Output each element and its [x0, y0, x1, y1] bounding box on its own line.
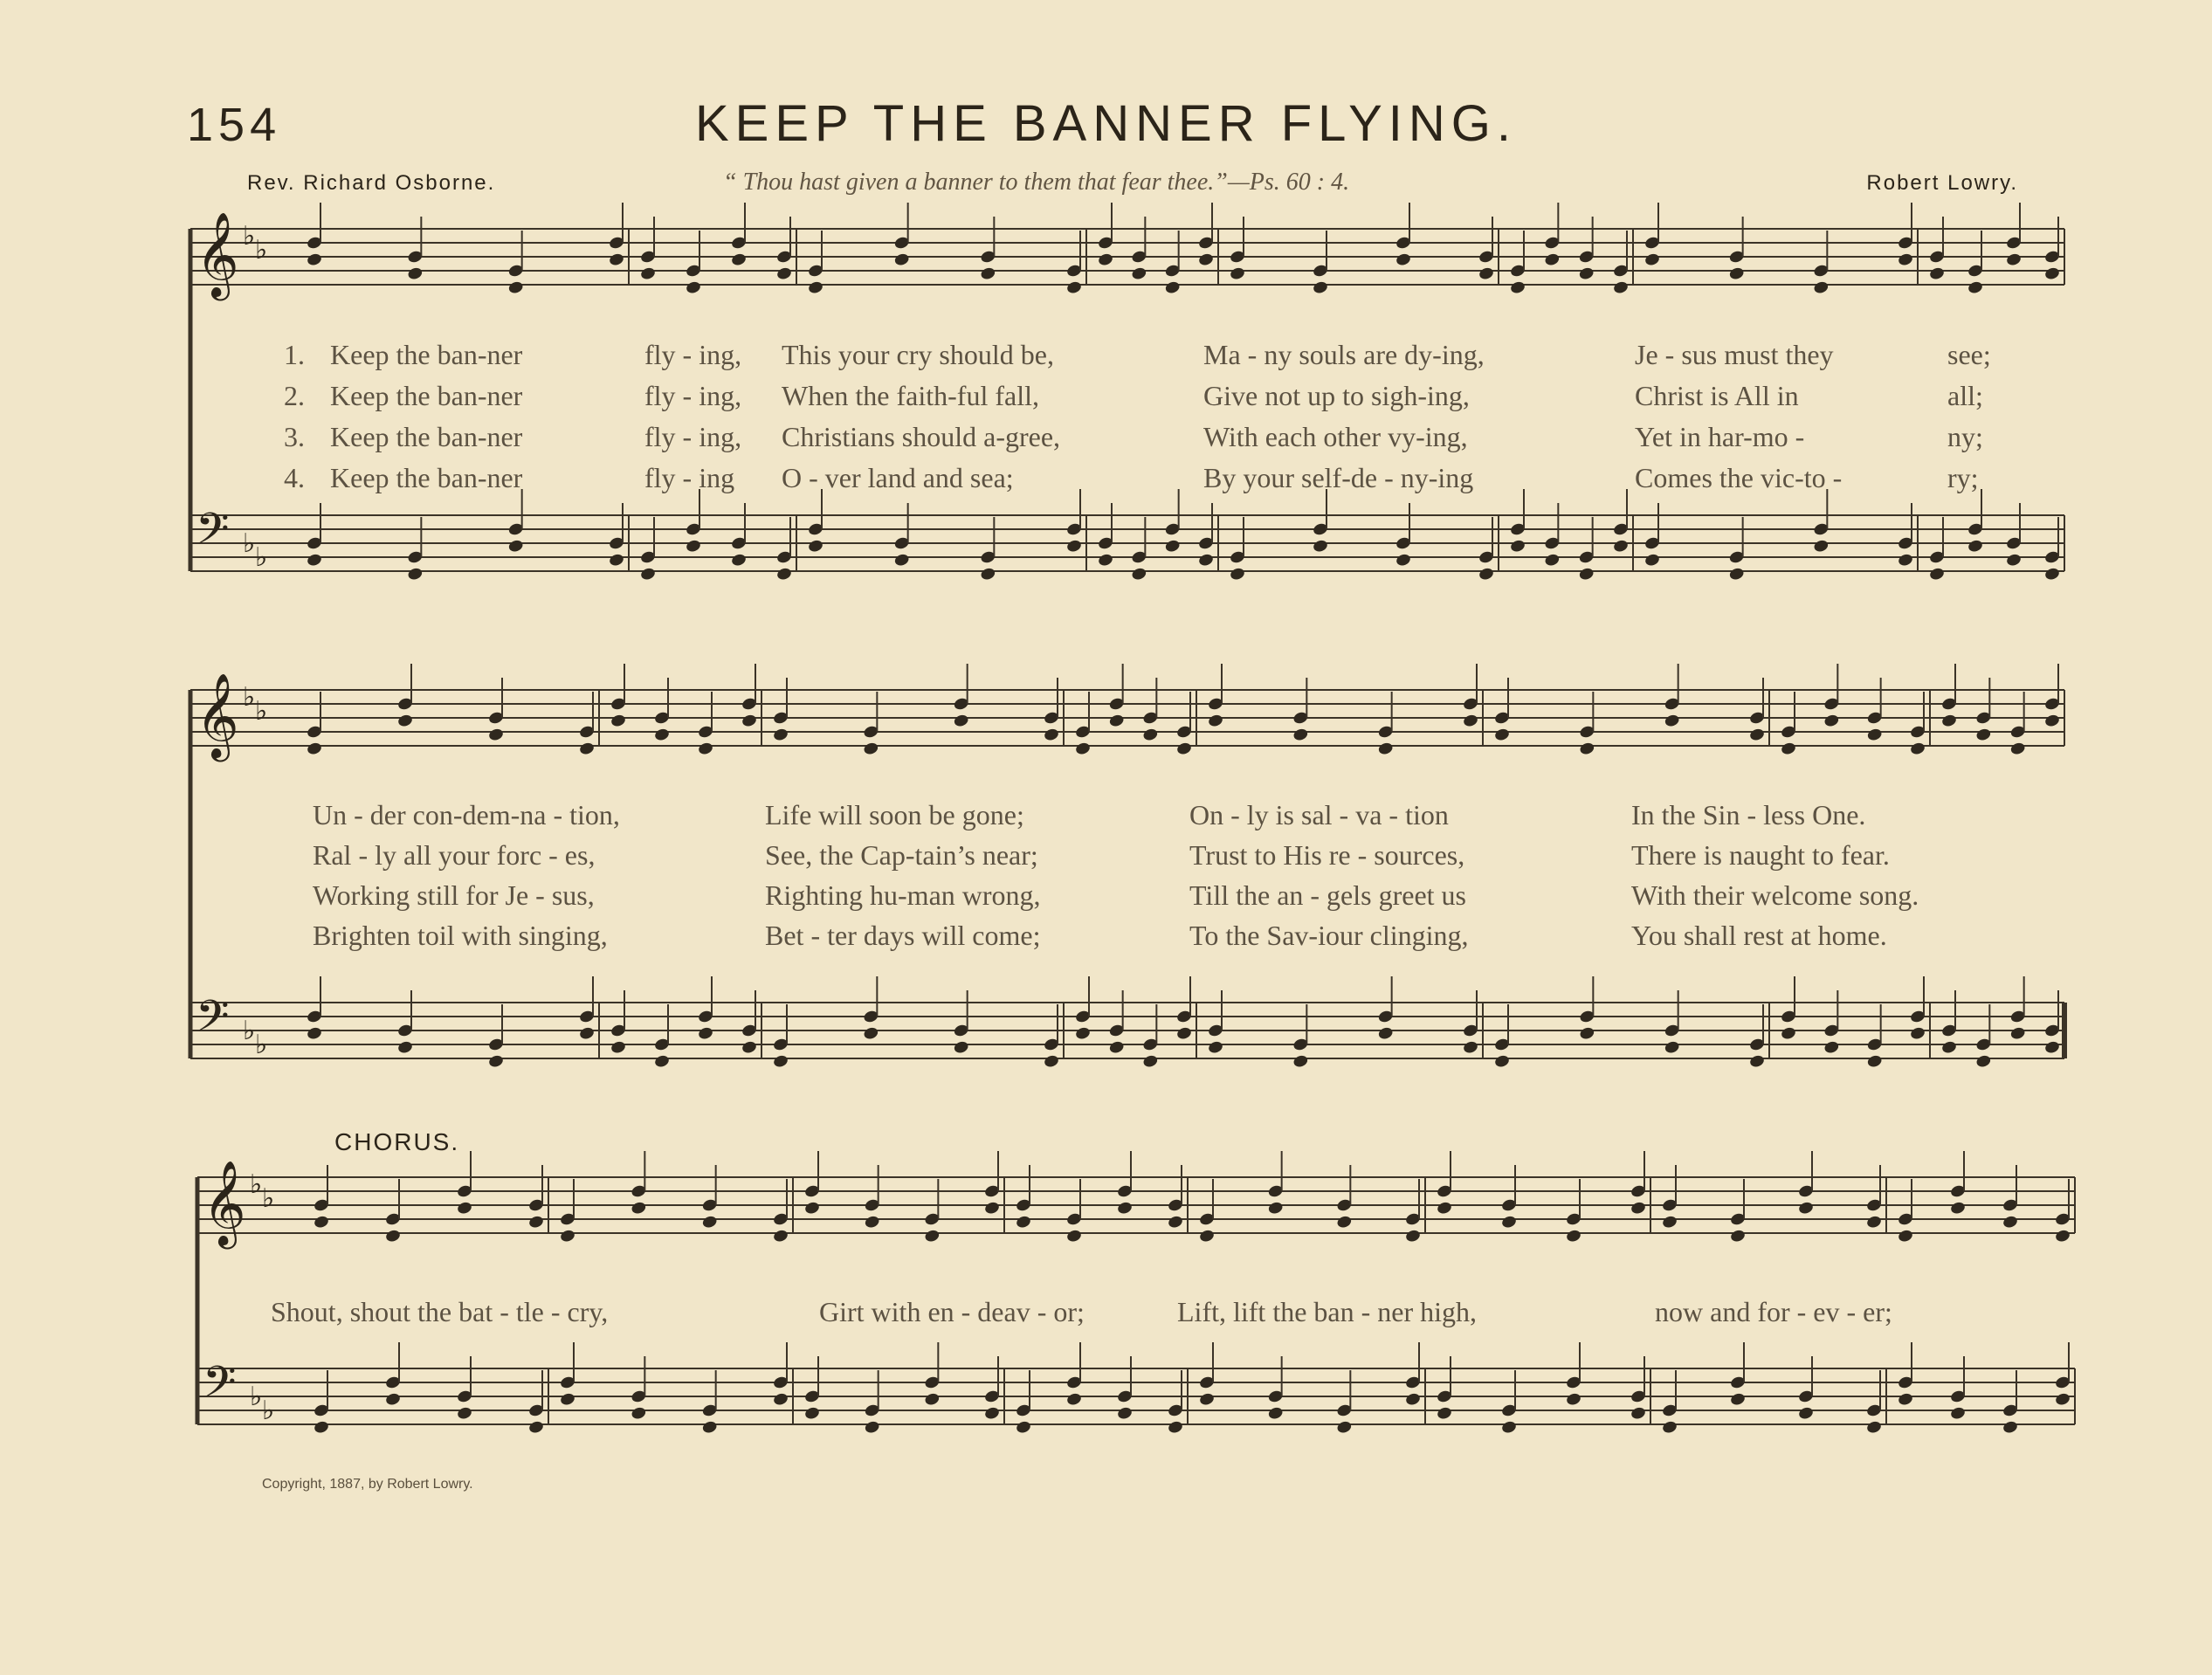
note-head [863, 741, 879, 756]
note-head [983, 1201, 1000, 1216]
note-head [980, 567, 996, 582]
note-head [1748, 727, 1765, 742]
note-head [2054, 1392, 2071, 1407]
note-head [864, 1215, 880, 1230]
note-head [2043, 266, 2060, 281]
note-head [1436, 1406, 1452, 1421]
note-head [980, 266, 996, 281]
note-head [1312, 280, 1328, 295]
note-head [775, 266, 792, 281]
flat-sign-icon: ♭ [243, 528, 256, 559]
note-head [1229, 567, 1245, 582]
copyright-notice: Copyright, 1887, by Robert Lowry. [262, 1477, 473, 1492]
note-head [1728, 567, 1745, 582]
flat-sign-icon: ♭ [250, 1382, 263, 1412]
note-head [1866, 1054, 1883, 1069]
note-head [1015, 1215, 1031, 1230]
note-head [487, 1054, 504, 1069]
note-head [1207, 1040, 1223, 1055]
note-head [1142, 1054, 1159, 1069]
note-head [893, 553, 910, 568]
note-head [2002, 1420, 2018, 1435]
note-head [1578, 567, 1595, 582]
note-head [1336, 1420, 1353, 1435]
hymn-title: KEEP THE BANNER FLYING. [695, 95, 1517, 152]
note-head [1928, 266, 1945, 281]
note-head [1578, 266, 1595, 281]
note-head [1813, 280, 1830, 295]
note-head [1579, 741, 1595, 756]
note-head [1478, 266, 1494, 281]
note-head [1292, 727, 1309, 742]
note-head [1267, 1201, 1284, 1216]
note-head [631, 1201, 647, 1216]
note-head [639, 567, 656, 582]
scripture-epigraph: “ Thou hast given a banner to them that fear thee.”—Ps. 60 : 4. [723, 169, 1350, 196]
note-head [1404, 1392, 1421, 1407]
note-head [1207, 713, 1223, 728]
note-head [610, 713, 626, 728]
note-head [1404, 1229, 1421, 1244]
note-head [1462, 1040, 1478, 1055]
note-head [1074, 1026, 1091, 1041]
note-head [313, 1215, 329, 1230]
note-head [1544, 252, 1561, 267]
note-head [1097, 553, 1113, 568]
note-head [1395, 252, 1411, 267]
note-head [1198, 1392, 1215, 1407]
lyricist-credit: Rev. Richard Osborne. [247, 171, 496, 195]
note-head [1823, 713, 1840, 728]
note-head [527, 1215, 544, 1230]
note-head [953, 1040, 969, 1055]
note-head [924, 1392, 941, 1407]
note-head [306, 741, 322, 756]
note-head [1897, 553, 1913, 568]
note-head [1108, 713, 1125, 728]
note-head [701, 1420, 718, 1435]
note-head [1229, 266, 1245, 281]
note-head [1897, 252, 1913, 267]
verse-line-2: 2. Keep the ban-ner fly - ing, When the faith-ful fall, Give not up to sigh-ing, Christ is All in all; [284, 380, 1983, 411]
note-head [1928, 567, 1945, 582]
note-head [1509, 280, 1526, 295]
note-head [487, 727, 504, 742]
note-head [1065, 280, 1082, 295]
bass-clef-icon: 𝄢 [196, 991, 230, 1052]
note-head [1729, 1229, 1746, 1244]
note-head [527, 1420, 544, 1435]
note-head [306, 252, 322, 267]
note-head [1267, 1406, 1284, 1421]
note-head [653, 1054, 670, 1069]
note-head [1630, 1406, 1646, 1421]
note-head [2002, 1215, 2018, 1230]
note-head [1643, 252, 1660, 267]
note-head [1748, 1054, 1765, 1069]
note-head [2043, 567, 2060, 582]
treble-clef-icon: 𝄞 [203, 1160, 246, 1245]
note-head [1292, 1054, 1309, 1069]
note-head [507, 539, 524, 554]
note-head [559, 1392, 575, 1407]
flat-sign-icon: ♭ [262, 1183, 275, 1214]
note-head [685, 539, 701, 554]
note-head [1728, 266, 1745, 281]
note-head [701, 1215, 718, 1230]
note-head [1664, 1040, 1680, 1055]
note-head [1612, 280, 1629, 295]
refrain-line-3: Working still for Je - sus, Righting hu-man wrong, Till the an - gels greet us With their welcome song. [313, 879, 1919, 911]
note-head [1865, 1215, 1882, 1230]
bass-clef-icon: 𝄢 [203, 1357, 237, 1418]
note-head [456, 1406, 472, 1421]
verse-line-4: 4. Keep the ban-ner fly - ing O - ver land and sea; By your self-de - ny-ing Comes the vic-to - ry; [284, 462, 1979, 493]
note-head [1043, 1054, 1059, 1069]
note-head [2009, 741, 2026, 756]
note-head [610, 1040, 626, 1055]
note-head [1565, 1229, 1581, 1244]
note-head [803, 1201, 820, 1216]
treble-clef-icon: 𝄞 [196, 672, 239, 758]
note-head [306, 1026, 322, 1041]
note-head [730, 252, 747, 267]
flat-sign-icon: ♭ [255, 696, 268, 727]
note-head [1664, 713, 1680, 728]
note-head [1643, 553, 1660, 568]
note-head [1131, 567, 1147, 582]
note-head [1175, 741, 1192, 756]
note-head [807, 280, 823, 295]
note-head [1940, 713, 1957, 728]
note-head [1544, 553, 1561, 568]
note-head [772, 1054, 789, 1069]
note-head [1377, 741, 1394, 756]
note-head [1866, 727, 1883, 742]
verse-line-3: 3. Keep the ban-ner fly - ing, Christians should a-gree, With each other vy-ing, Yet in har-mo - ny; [284, 421, 1983, 452]
note-head [772, 727, 789, 742]
note-head [1197, 553, 1214, 568]
note-head [1065, 1392, 1082, 1407]
note-head [1074, 741, 1091, 756]
note-head [507, 280, 524, 295]
note-head [1509, 539, 1526, 554]
note-head [1579, 1026, 1595, 1041]
note-head [1043, 727, 1059, 742]
note-head [803, 1406, 820, 1421]
flat-sign-icon: ♭ [243, 1016, 256, 1046]
flat-sign-icon: ♭ [250, 1169, 263, 1200]
note-head [775, 567, 792, 582]
note-head [2043, 713, 2060, 728]
flat-sign-icon: ♭ [255, 542, 268, 573]
treble-clef-icon: 𝄞 [196, 211, 239, 297]
note-head [1897, 1229, 1913, 1244]
refrain-line-2: Ral - ly all your forc - es, See, the Cap-tain’s near; Trust to His re - sources, There is naught to fear. [313, 839, 1890, 871]
note-head [1909, 1026, 1926, 1041]
note-head [1478, 567, 1494, 582]
note-head [893, 252, 910, 267]
note-head [1312, 539, 1328, 554]
note-head [1436, 1201, 1452, 1216]
refrain-line-1: Un - der con-dem-na - tion, Life will soon be gone; On - ly is sal - va - tion In the Sin - less One. [313, 799, 1866, 831]
composer-credit: Robert Lowry. [1866, 171, 2018, 195]
note-head [1131, 266, 1147, 281]
note-head [807, 539, 823, 554]
note-head [1967, 280, 1983, 295]
note-head [772, 1229, 789, 1244]
note-head [741, 1040, 757, 1055]
note-head [384, 1229, 401, 1244]
bass-clef-icon: 𝄢 [196, 504, 230, 565]
note-head [1493, 1054, 1510, 1069]
note-head [1198, 1229, 1215, 1244]
note-head [306, 553, 322, 568]
note-head [578, 741, 595, 756]
note-head [1975, 727, 1992, 742]
note-head [639, 266, 656, 281]
note-head [407, 567, 424, 582]
note-head [1500, 1420, 1517, 1435]
note-head [1175, 1026, 1192, 1041]
note-head [631, 1406, 647, 1421]
refrain-line-4: Brighten toil with singing, Bet - ter days will come; To the Sav-iour clinging, You shall rest at home. [313, 920, 1887, 951]
note-head [864, 1420, 880, 1435]
note-head [1975, 1054, 1992, 1069]
note-head [2009, 1026, 2026, 1041]
note-head [1142, 727, 1159, 742]
note-head [924, 1229, 941, 1244]
flat-sign-icon: ♭ [243, 682, 256, 713]
note-head [2005, 553, 2022, 568]
note-head [407, 266, 424, 281]
flat-sign-icon: ♭ [243, 221, 256, 252]
note-head [1108, 1040, 1125, 1055]
note-head [1797, 1406, 1814, 1421]
note-head [1116, 1406, 1133, 1421]
note-head [396, 1040, 413, 1055]
note-head [1164, 539, 1181, 554]
note-head [608, 252, 624, 267]
note-head [1813, 539, 1830, 554]
note-head [313, 1420, 329, 1435]
note-head [1065, 1229, 1082, 1244]
note-head [2043, 1040, 2060, 1055]
note-head [1940, 1040, 1957, 1055]
note-head [1167, 1420, 1183, 1435]
note-head [396, 713, 413, 728]
note-head [1164, 280, 1181, 295]
note-head [384, 1392, 401, 1407]
note-head [1865, 1420, 1882, 1435]
note-head [730, 553, 747, 568]
note-head [863, 1026, 879, 1041]
note-head [1949, 1406, 1966, 1421]
note-head [1729, 1392, 1746, 1407]
note-head [953, 713, 969, 728]
note-head [1116, 1201, 1133, 1216]
note-head [2054, 1229, 2071, 1244]
note-head [1780, 741, 1796, 756]
note-head [1336, 1215, 1353, 1230]
note-head [1797, 1201, 1814, 1216]
note-head [1630, 1201, 1646, 1216]
note-head [1500, 1215, 1517, 1230]
note-head [578, 1026, 595, 1041]
note-head [1462, 713, 1478, 728]
note-head [559, 1229, 575, 1244]
note-head [697, 1026, 713, 1041]
note-head [1823, 1040, 1840, 1055]
flat-sign-icon: ♭ [255, 1030, 268, 1060]
note-head [1097, 252, 1113, 267]
note-head [1661, 1420, 1678, 1435]
note-head [1493, 727, 1510, 742]
note-head [1949, 1201, 1966, 1216]
note-head [1897, 1392, 1913, 1407]
note-head [1167, 1215, 1183, 1230]
note-head [1395, 553, 1411, 568]
note-head [1612, 539, 1629, 554]
note-head [608, 553, 624, 568]
note-head [1909, 741, 1926, 756]
note-head [983, 1406, 1000, 1421]
note-head [772, 1392, 789, 1407]
note-head [1967, 539, 1983, 554]
chorus-label: CHORUS. [334, 1128, 460, 1155]
note-head [685, 280, 701, 295]
note-head [2005, 252, 2022, 267]
flat-sign-icon: ♭ [262, 1396, 275, 1426]
note-head [741, 713, 757, 728]
note-head [1015, 1420, 1031, 1435]
note-head [653, 727, 670, 742]
page-number: 154 [187, 99, 282, 151]
note-head [1780, 1026, 1796, 1041]
note-head [1565, 1392, 1581, 1407]
note-head [1065, 539, 1082, 554]
note-head [697, 741, 713, 756]
note-head [1661, 1215, 1678, 1230]
note-head [456, 1201, 472, 1216]
verse-line-1: 1. Keep the ban-ner fly - ing, This your cry should be, Ma - ny souls are dy-ing, Je - sus must they see; [284, 339, 1991, 370]
note-head [1197, 252, 1214, 267]
note-head [1377, 1026, 1394, 1041]
chorus-line: Shout, shout the bat - tle - cry, Girt with en - deav - or; Lift, lift the ban - ner high, now and for - ev - er; [271, 1296, 1892, 1327]
flat-sign-icon: ♭ [255, 235, 268, 265]
